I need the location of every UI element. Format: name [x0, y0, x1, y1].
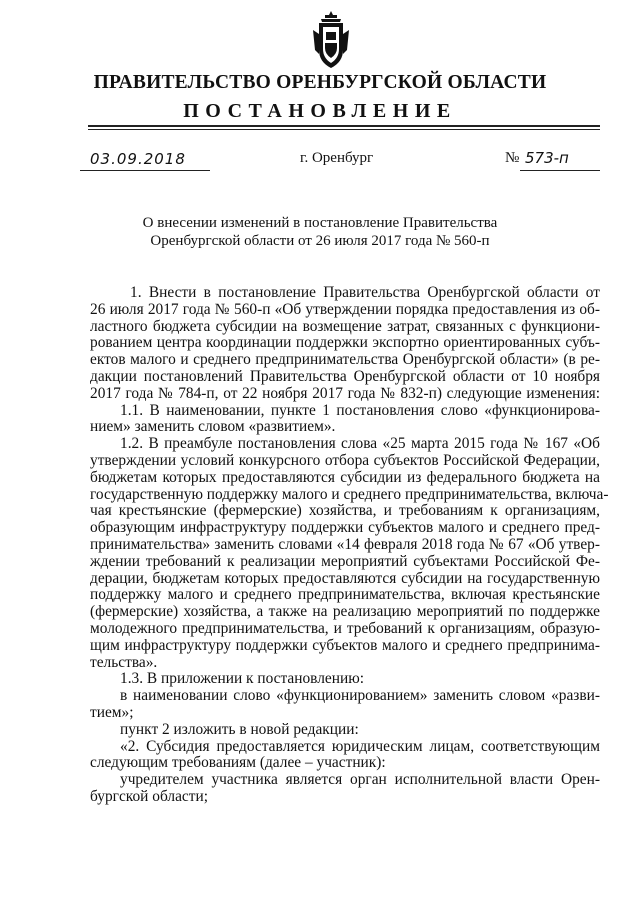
body-line: бургской области;: [90, 787, 208, 805]
coat-of-arms-icon: [311, 10, 351, 70]
body-line: принимательства» заменить словами «14 февраля 2018 года № 67 «Об утвер-: [90, 535, 600, 553]
body-line: щим инфраструктуру поддержки субъектов малого и среднего предпринима-: [90, 636, 600, 654]
number-underline: [520, 170, 600, 171]
body-line: ждении требований к реализации мероприятий субъектами Российской Фе-: [90, 552, 600, 570]
date-underline: [80, 170, 210, 171]
number-sign: №: [505, 150, 520, 166]
title-line: О внесении изменений в постановление Правительства: [142, 215, 498, 231]
body-line: 1.3. В приложении к постановлению:: [120, 670, 364, 688]
document-city: г. Оренбург: [300, 150, 374, 166]
document-date: 03.09.2018: [90, 150, 186, 168]
body-line: бюджетам которых предоставляются субсидии из федерального бюджета на: [90, 468, 600, 486]
body-line: чая крестьянские (фермерские) хозяйства, и требованиям к организациям,: [90, 502, 600, 520]
body-line: молодежного предпринимательства, и требований к организациям, образую-: [90, 619, 600, 637]
title-line: Оренбургской области от 26 июля 2017 года № 560-п: [150, 233, 490, 249]
body-line: нием» заменить словом «развитием».: [90, 418, 336, 436]
organization-name: ПРАВИТЕЛЬСТВО ОРЕНБУРГСКОЙ ОБЛАСТИ: [93, 72, 547, 93]
document-title: [0, 214, 640, 250]
body-line: «2. Субсидия предоставляется юридическим лицам, соответствующим: [120, 737, 600, 755]
body-line: дакции постановлений Правительства Оренбургской области от 10 ноября: [90, 367, 600, 385]
body-line: ластного бюджета субсидии на возмещение затрат, связанных с функциони-: [90, 317, 600, 335]
body-line: следующим требованиям (далее – участник):: [90, 754, 386, 772]
body-line: учредителем участника является орган исполнительной власти Орен-: [120, 771, 600, 789]
body-line: (фермерские) хозяйства, а также на реализацию мероприятий по поддержке: [90, 603, 600, 621]
body-line: поддержку малого и среднего предпринимательства, включая крестьянские: [90, 586, 600, 604]
body-line: дерации, бюджетам которых предоставляются субсидии на государственную: [90, 569, 600, 587]
header-rule-thick: [88, 125, 600, 127]
body-line: 1. Внести в постановление Правительства Оренбургской области от: [130, 284, 600, 301]
body-line: тием»;: [90, 703, 134, 721]
body-line: в наименовании слово «функционированием» заменить словом «разви-: [120, 687, 600, 705]
body-line: 1.1. В наименовании, пункте 1 постановления слово «функционирова-: [120, 401, 600, 419]
body-line: 2017 года № 784-п, от 22 ноября 2017 года № 832-п) следующие изменения:: [90, 384, 600, 402]
document-type: ПОСТАНОВЛЕНИЕ: [183, 100, 457, 122]
body-line: ектов малого и среднего предпринимательства Оренбургской области» (в ре-: [90, 351, 600, 369]
body-line: утверждении условий конкурсного отбора субъектов Российской Федерации,: [90, 451, 600, 469]
body-line: 26 июля 2017 года № 560-п «Об утверждении порядка предоставления из об-: [90, 300, 600, 318]
body-line: государственную поддержку малого и среднего предпринимательства, включа-: [90, 485, 609, 503]
body-line: пункт 2 изложить в новой редакции:: [120, 720, 359, 738]
body-line: 1.2. В преамбуле постановления слова «25 марта 2015 года № 167 «Об: [120, 435, 600, 453]
body-line: рованием центра координации поддержки экспортно ориентированных субъ-: [90, 334, 600, 352]
document-body: [90, 284, 609, 806]
body-line: тельства».: [90, 653, 158, 671]
document-number: 573-п: [525, 149, 569, 167]
header-rule-thin: [88, 129, 600, 130]
body-line: образующим инфраструктуру поддержки субъектов малого и среднего пред-: [90, 519, 600, 537]
